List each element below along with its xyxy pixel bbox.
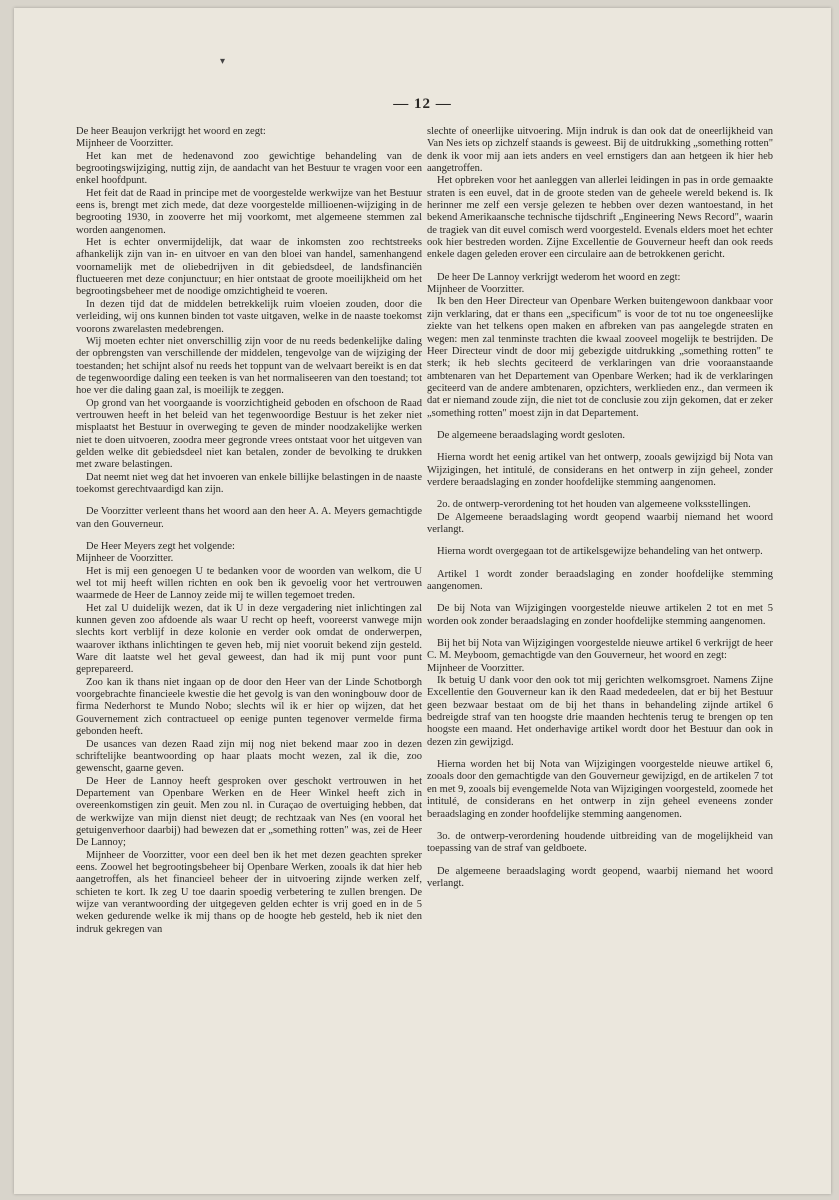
paragraph: Artikel 1 wordt zonder beraadslaging en zonder hoofdelijke stemming aangenomen. (427, 568, 773, 592)
paragraph: Ik betuig U dank voor den ook tot mij gerichten welkomsgroet. Namens Zijne Excellentie den Gouverneur kan ik den Raad mededeelen, dat er bij het Bestuur geen bezwaar bestaat om de bij het thans in behandeling zijnde artikel 6 bedreigde straf van ten hoogste drie maanden hechtenis terug te brengen op ten hoogste een maand. Het onderhavige artikel wordt door het Bestuur dan ook in dezen zin gewijzigd. (427, 675, 773, 748)
paragraph: De heer De Lannoy verkrijgt wederom het woord en zegt: (437, 271, 681, 283)
paragraph: Het is echter onvermijdelijk, dat waar de inkomsten zoo rechtstreeks afhankelijk zijn van in- en uitvoer en van den bloei van handel, samenhangend voornamelijk met de oliebedrijven in dit gebiedsdeel, de landsfinanciën fluctueeren met deze conjunctuur; en hier ontstaat de groote moeilijkheid om het begrootingsbeheer met de noodige omzichtigheid te voeren. (76, 237, 422, 298)
paragraph: Het is mij een genoegen U te bedanken voor de woorden van welkom, die U wel tot mij heeft willen richten en ook ben ik gevoelig voor het vertrouwen waarmede de Heer de Lannoy zeide mij te willen tegemoet treden. (76, 565, 422, 602)
paragraph: 2o. de ontwerp-verordening tot het houden van algemeene volksstellingen. (437, 499, 751, 511)
paragraph: Wij moeten echter niet onverschillig zijn voor de nu reeds bedenkelijke daling der opbrengsten van verschillende der middelen, tengevolge van de wijziging der toestanden; het schijnt alsof nu reeds het toppunt van de welvaart bereikt is en dat de tegenwoordige daling een teeken is van het normaliseeren van den toestand; tot hoe ver die daling gaan zal, is moeilijk te zeggen. (76, 335, 422, 397)
paragraph: Zoo kan ik thans niet ingaan op de door den Heer van der Linde Schotborgh voorgebrachte financieele kwestie die het gevolg is van den woningbouw door de firma Nederhorst te Mundo Nobo; slechts wil ik er hier op wijzen, dat het Gouvernement zich contractueel op eenige punten tegenover vermelde firma gebonden heeft. (76, 676, 422, 738)
paragraph: Het zal U duidelijk wezen, dat ik U in deze vergadering niet inlichtingen zal kunnen geven zoo afdoende als waar U recht op heeft, vooreerst vanwege mijn slechts kort verblijf in deze kolonie en verder ook omdat de onderwerpen, waarover ikthans inlichtingen te geven heb, mij niet vooruit bekend zijn gesteld. Ware dit laatste wel het geval geweest, dan had ik mij punt voor punt geprepareerd. (76, 602, 422, 676)
paragraph: Mijnheer de Voorzitter. (427, 662, 525, 674)
paragraph: De Heer de Lannoy heeft gesproken over geschokt vertrouwen in het Departement van Openbare Werken en de Heer Winkel heeft zich in overeenkomstigen zin geuit. Men zou nl. in Curaçao de overtuiging hebben, dat de werkwijze van mijn dienst niet deugt; de rechtzaak van Nes (en vooral het getuigenverhoor daarbij) had bewezen dat er „something rotten" was, zei de Heer De Lannoy; (76, 775, 422, 849)
paragraph: Hierna wordt overgegaan tot de artikelsgewijze behandeling van het ontwerp. (437, 546, 763, 558)
paragraph: Mijnheer de Voorzitter. (76, 553, 174, 565)
left-column (76, 126, 422, 936)
paragraph: Mijnheer de Voorzitter. (76, 138, 174, 150)
paragraph: Hierna worden het bij Nota van Wijzigingen voorgestelde nieuwe artikel 6, zooals door den gemachtigde van den Gouverneur gewijzigd, en de artikelen 7 tot en met 9, zooals bij evengemelde Nota van Wijzigingen voorgesteld, zoomede het intitulé, de considerans en het ontwerp in zijn geheel eveneens zonder beraadslaging en zonder hoofdelijke stemming aangenomen. (427, 759, 773, 820)
print-mark: ▾ (220, 56, 226, 67)
paragraph: De heer Beaujon verkrijgt het woord en zegt: (76, 126, 266, 137)
paragraph: Mijnheer de Voorzitter. (427, 284, 525, 296)
paragraph: Hierna wordt het eenig artikel van het ontwerp, zooals gewijzigd bij Nota van Wijzigingen, het intitulé, de considerans en het ontwerp in zijn geheel, zonder verdere beraadslaging en zonder hoofdelijke stemming aangenomen. (427, 452, 773, 488)
paragraph: In dezen tijd dat de middelen betrekkelijk ruim vloeien zouden, door die verleiding, wij ons kunnen binden tot vaste uitgaven, welke in de naaste toekomst voorons zwarelasten medebrengen. (76, 298, 422, 335)
page-number: — 12 — (393, 96, 452, 112)
paragraph: De algemeene beraadslaging wordt gesloten. (437, 429, 626, 441)
paragraph: De usances van dezen Raad zijn mij nog niet bekend maar zoo in dezen schriftelijke beantwoording op haar plaats mocht wezen, zal ik die, zoo gewenscht, gaarne geven. (76, 738, 422, 775)
paragraph: Het feit dat de Raad in principe met de voorgestelde werkwijze van het Bestuur eens is, brengt met zich mede, dat deze voorgestelde millioenen-wijziging in de begrooting 1930, in zooverre het mij voorkomt, met algemeene stemmen zal worden aangenomen. (76, 187, 422, 236)
paragraph: De Algemeene beraadslaging wordt geopend waarbij niemand het woord verlangt. (427, 511, 773, 535)
paragraph: De bij Nota van Wijzigingen voorgestelde nieuwe artikelen 2 tot en met 5 worden ook zonder beraadslaging en zonder hoofdelijke stemming aangenomen. (427, 603, 773, 627)
paragraph: Bij het bij Nota van Wijzigingen voorgestelde nieuwe artikel 6 verkrijgt de heer C. M. Meyboom, gemachtigde van den Gouverneur, het woord en zegt: (427, 638, 773, 662)
right-column (427, 126, 773, 890)
paragraph: De Heer Meyers zegt het volgende: (86, 541, 235, 552)
paragraph: slechte of oneerlijke uitvoering. Mijn indruk is dan ook dat de oneerlijkheid van Van Nes iets op zichzelf staands is geweest. Bij de uitdrukking „something rotten" denk ik voor mij aan iets anders en veel ernstigers dan aan hetgeen ik hier heb aangetroffen. (427, 126, 773, 175)
paragraph: Het opbreken voor het aanleggen van allerlei leidingen in pas in orde gemaakte straten is een euvel, dat in de groote steden van de geheele wereld bekend is. Ik herinner me zelf een versje gelezen te hebben over dezen wantoestand, in het bekend Amerikaansche technische tijdschrift „Engineering News Record", waarin de tragiek van dit euvel comisch werd voorgesteld. Evenals elders moet het echter ook hier bestreden worden. Zijne Excellentie de Gouverneur heeft dan ook reeds enkele dagen geleden erover een circulaire aan de betrokkenen gericht. (427, 175, 773, 261)
paragraph: Dat neemt niet weg dat het invoeren van enkele billijke belastingen in de naaste toekomst gerechtvaardigd kan zijn. (76, 471, 422, 495)
document-page (14, 8, 831, 1194)
paragraph: Op grond van het voorgaande is voorzichtigheid geboden en ofschoon de Raad vertrouwen heeft in het beleid van het tegenwoordige Bestuur is het zeker niet misplaatst het Bestuur in overweging te geven de minder noodzakelijke werken niet te doen uitvoeren, zoodra meer gegronde vrees ontstaat voor het uitgeven van gelden welke dit gebiedsdeel niet kan betalen, zonder de bevolking te drukken met zware belastingen. (76, 397, 422, 471)
paragraph: Het kan met de hedenavond zoo gewichtige behandeling van de begrootingswijziging, nuttig zijn, de aandacht van het Bestuur te vragen voor een enkel hoofdpunt. (76, 150, 422, 187)
paragraph: De Voorzitter verleent thans het woord aan den heer A. A. Meyers gemachtigde van den Gouverneur. (76, 506, 422, 530)
paragraph: Mijnheer de Voorzitter, voor een deel ben ik het met dezen geachten spreker eens. Zoowel het begrootingsbeheer bij Openbare Werken, zooals ik dat hier heb aangetroffen, als het financieel beheer der in uitvoering zijnde werken zelf, schieten te kort. Ik zeg U toe daarin spoedig verbetering te zullen brengen. De wijze van verantwoording der uitgegeven gelden echter is vrij goed en in de 5 weken gedurende welke ik mij thans op de hoogte heb gesteld, heb ik niet den indruk gekregen van (76, 849, 422, 935)
paragraph: 3o. de ontwerp-verordening houdende uitbreiding van de mogelijkheid van toepassing van de straf van geldboete. (427, 830, 773, 855)
paragraph: Ik ben den Heer Directeur van Openbare Werken buitengewoon dankbaar voor zijn verklaring, dat er thans een „specificum" is voor de tot nu toe ongeneeslijke ziekte van het telkens open maken en afbreken van pas aangelegde straten en wegen: men zal tenminste trachten die kwaal zooveel mogelijk te bestrijden. De Heer Directeur vindt de door mij gebezigde uitdrukking „something rotten" te sterk; ik heb slechts geciteerd de verklaringen van drie vooraanstaande ambtenaren van het Departement van Openbare Werken; had ik de verklaringen geciteerd van de andere ambtenaren, opzichters, werklieden enz., dan vermeen ik dat er niemand zoude zijn, die niet tot de conclusie zou zijn gekomen, dat er zeker „something rotten" moest zijn in dat Departement. (427, 296, 773, 419)
paragraph: De algemeene beraadslaging wordt geopend, waarbij niemand het woord verlangt. (427, 865, 773, 889)
